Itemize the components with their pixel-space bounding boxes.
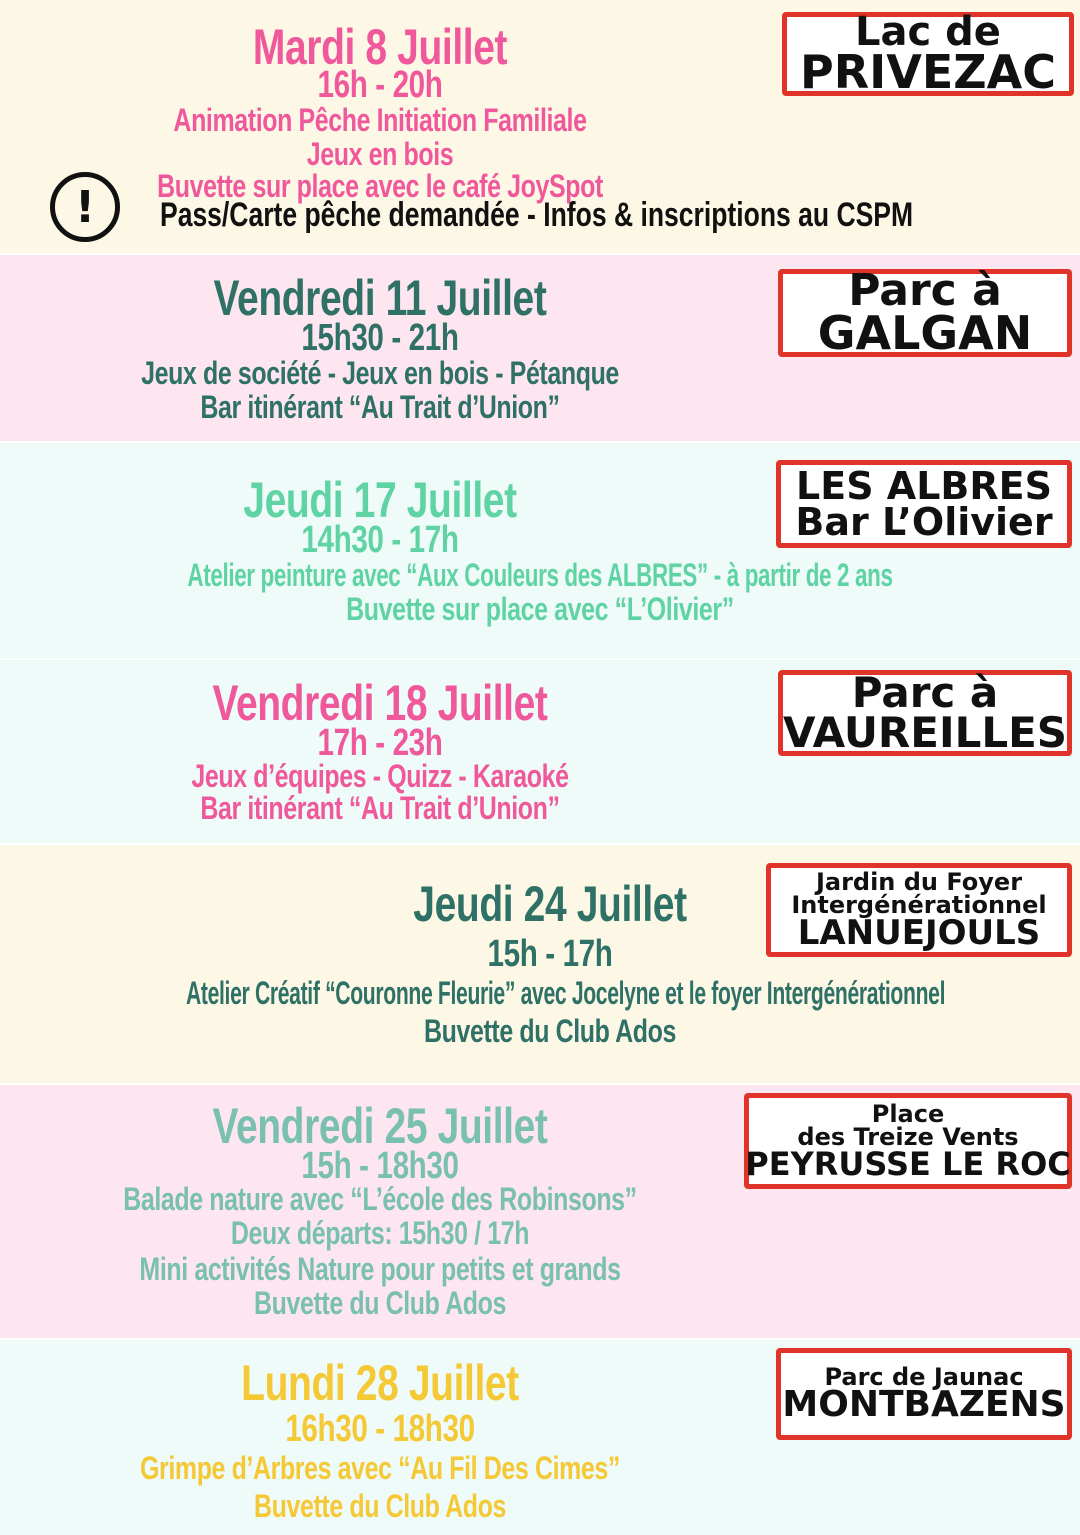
location-line: PEYRUSSE LE ROC [745,1144,1071,1183]
event-line: Jeux en bois [306,136,454,172]
event-title: Vendredi 18 Juillet [212,675,548,731]
event-note: Pass/Carte pêche demandée - Infos & inscriptions au CSPM [160,196,914,234]
event-line: Bar itinérant “Au Trait d’Union” [200,389,560,425]
location-line: Bar L’Olivier [795,500,1053,544]
event-time: 15h - 18h30 [301,1145,459,1187]
event-title: Mardi 8 Juillet [252,19,508,75]
location-line: Parc à [848,265,1002,317]
location-box [778,265,1072,361]
event-line: Atelier Créatif “Couronne Fleurie” avec Jocelyne et le foyer Intergénérationnel [185,975,946,1011]
event-vendredi-18 [0,660,1080,845]
event-time: 17h - 23h [317,722,443,764]
event-vendredi-11 [0,255,1080,443]
location-line: des Treize Vents [797,1122,1019,1151]
event-title: Jeudi 17 Juillet [243,472,517,528]
event-line: Atelier peinture avec “Aux Couleurs des ALBRES” - à partir de 2 ans [187,557,893,593]
location-box [782,9,1074,100]
location-line: LANUEJOULS [797,912,1041,953]
location-line: Place [871,1100,945,1128]
event-time: 16h30 - 18h30 [285,1408,475,1450]
event-line: Buvette sur place avec “L’Olivier” [346,591,734,627]
event-jeudi-17 [0,443,1080,660]
event-title: Vendredi 25 Juillet [212,1098,548,1154]
event-line: Bar itinérant “Au Trait d’Union” [200,790,560,826]
event-line: Buvette du Club Ados [254,1488,506,1524]
event-time: 15h - 17h [487,933,613,975]
event-line: Grimpe d’Arbres avec “Au Fil Des Cimes” [139,1450,620,1486]
event-lundi-28 [0,1340,1080,1535]
event-title: Jeudi 24 Juillet [413,876,687,932]
event-title: Vendredi 11 Juillet [213,270,547,326]
event-line: Buvette sur place avec le café JoySpot [157,168,603,204]
location-box [744,1093,1072,1189]
event-vendredi-25 [0,1085,1080,1340]
location-line: Jardin du Foyer [815,868,1023,897]
event-time: 14h30 - 17h [301,519,459,561]
location-line: LES ALBRES [796,463,1052,508]
location-line: PRIVEZAC [800,45,1056,100]
event-line: Buvette du Club Ados [254,1285,506,1321]
exclamation-circle-icon: ! [50,172,120,242]
location-box [776,1348,1072,1440]
event-line: Deux départs: 15h30 / 17h [230,1215,530,1251]
location-line: Intergénérationnel [791,890,1047,919]
location-line: MONTBAZENS [782,1384,1066,1426]
event-line: Jeux de société - Jeux en bois - Pétanque [141,355,619,391]
location-box [778,670,1072,756]
location-line: Parc de Jaunac [824,1362,1024,1391]
event-line: Buvette du Club Ados [424,1013,676,1049]
location-box [766,863,1072,957]
location-line: Lac de [855,9,1001,56]
location-line: VAUREILLES [782,708,1068,757]
event-line: Jeux d’équipes - Quizz - Karaoké [191,758,569,794]
event-line: Animation Pêche Initiation Familiale [173,102,587,138]
event-jeudi-24 [0,845,1080,1085]
location-box [776,460,1072,548]
event-title: Lundi 28 Juillet [241,1355,519,1411]
location-line: Parc à [851,668,999,718]
event-time: 15h30 - 21h [301,317,459,359]
event-line: Balade nature avec “L’école des Robinsons” [123,1181,637,1217]
event-time: 16h - 20h [317,64,443,106]
location-line: GALGAN [817,306,1033,361]
event-mardi-8 [0,0,1080,255]
event-line: Mini activités Nature pour petits et grands [139,1251,621,1287]
